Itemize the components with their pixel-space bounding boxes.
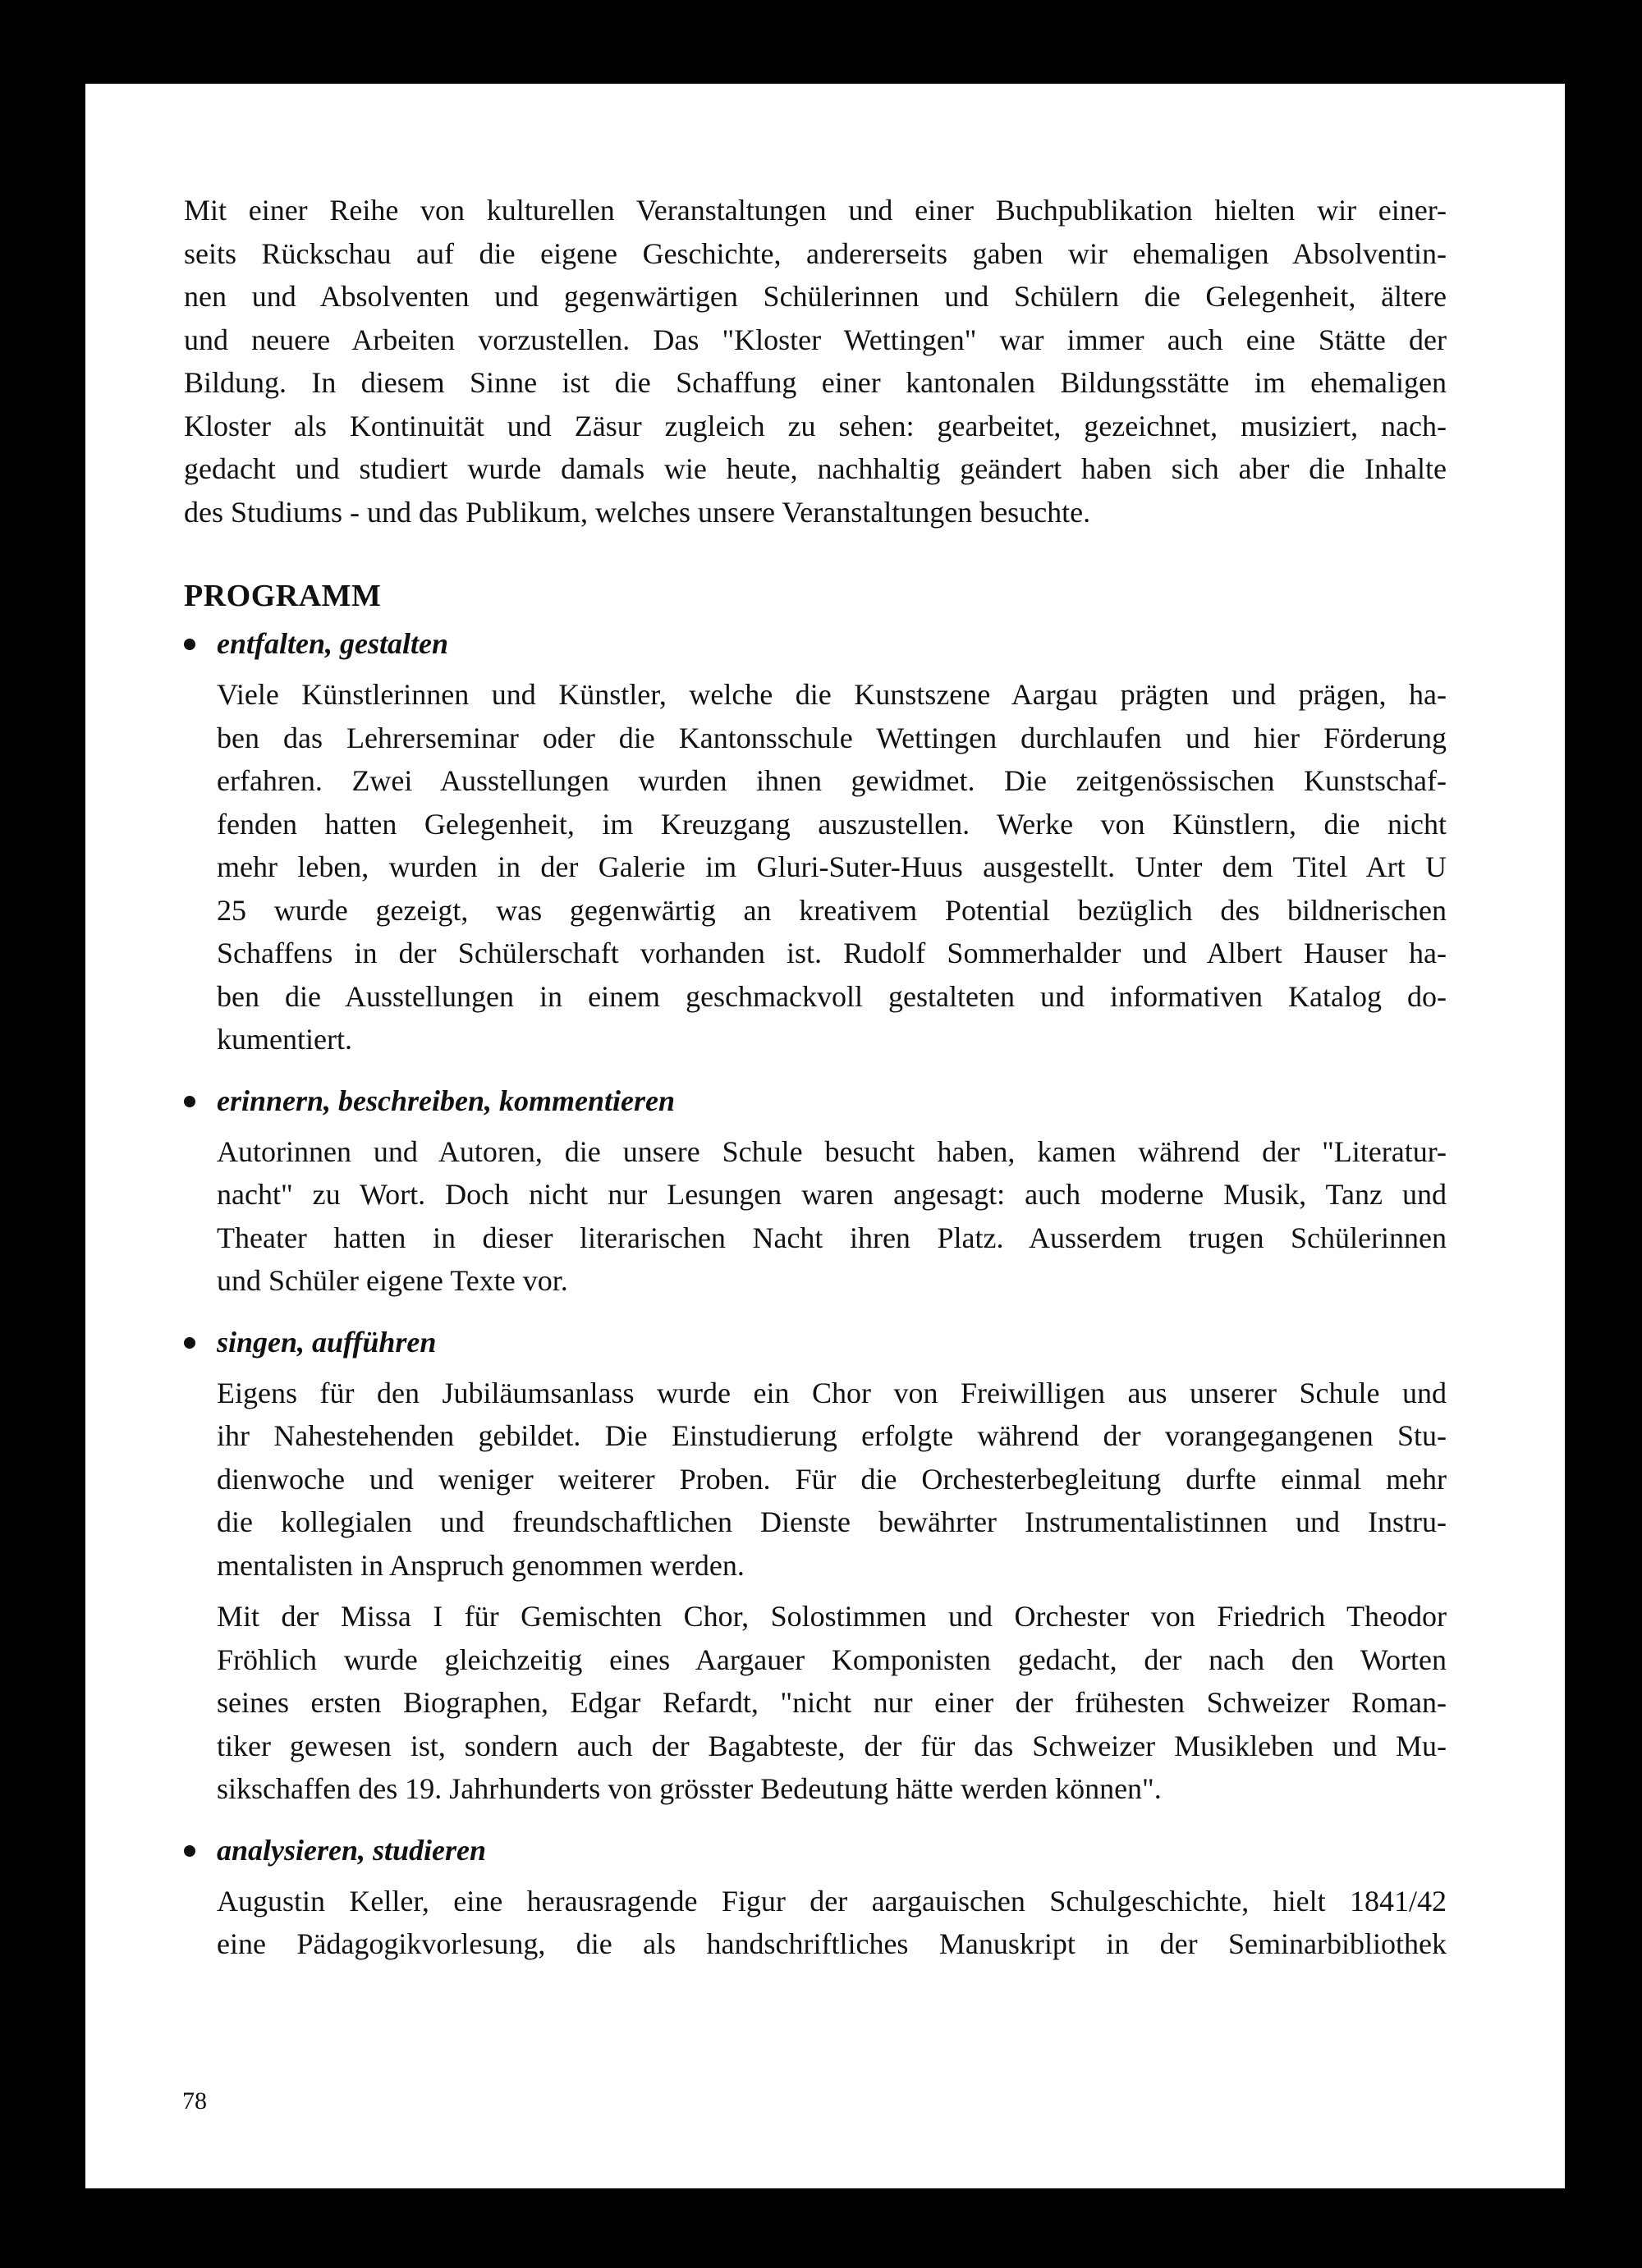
- text-line: und neuere Arbeiten vorzustellen. Das "Kloster Wettingen" war immer auch eine Stätte der: [184, 323, 1447, 356]
- text-line: Theater hatten in dieser literarischen Nacht ihren Platz. Ausserdem trugen Schülerinnen: [217, 1221, 1447, 1254]
- text-line: gedacht und studiert wurde damals wie heute, nachhaltig geändert haben sich aber die Inhalte: [184, 452, 1447, 485]
- body-paragraph: [217, 1880, 1447, 1966]
- text-line: nacht" zu Wort. Doch nicht nur Lesungen waren angesagt: auch moderne Musik, Tanz und: [217, 1178, 1447, 1211]
- text-line: kumentiert.: [217, 1023, 352, 1056]
- text-line: fenden hatten Gelegenheit, im Kreuzgang auszustellen. Werke von Künstlern, die nicht: [217, 807, 1447, 841]
- text-line: Fröhlich wurde gleichzeitig eines Aargauer Komponisten gedacht, der nach den Worten: [217, 1643, 1447, 1676]
- text-line: seines ersten Biographen, Edgar Refardt, "nicht nur einer der frühesten Schweizer Roman-: [217, 1686, 1447, 1719]
- text-line: nen und Absolventen und gegenwärtigen Schülerinnen und Schülern die Gelegenheit, ältere: [184, 280, 1447, 313]
- text-line: Mit der Missa I für Gemischten Chor, Solostimmen und Orchester von Friedrich Theodor: [217, 1600, 1447, 1633]
- intro-paragraph: [184, 189, 1447, 534]
- body-paragraph: [217, 1130, 1447, 1303]
- bullet-title-text: erinnern, beschreiben, kommentieren: [217, 1084, 676, 1117]
- bullet-title-analysieren: [184, 1829, 1447, 1872]
- text-line: Augustin Keller, eine herausragende Figur der aargauischen Schulgeschichte, hielt 1841/42: [217, 1884, 1447, 1917]
- bullet-title-text: singen, aufführen: [217, 1325, 437, 1359]
- text-line: dienwoche und weniger weiterer Proben. Für die Orchesterbegleitung durfte einmal mehr: [217, 1462, 1447, 1496]
- text-line: und Schüler eigene Texte vor.: [217, 1264, 568, 1297]
- text-line: 25 wurde gezeigt, was gegenwärtig an kreativem Potential bezüglich des bildnerischen: [217, 893, 1447, 927]
- section-heading: PROGRAMM: [184, 579, 382, 613]
- page-content: [184, 189, 1447, 1966]
- bullet-icon: [184, 1096, 195, 1107]
- text-line: ben das Lehrerseminar oder die Kantonsschule Wettingen durchlaufen und hier Förderung: [217, 721, 1447, 754]
- text-line: Autorinnen und Autoren, die unsere Schule besucht haben, kamen während der "Literatur-: [217, 1134, 1447, 1168]
- bullet-icon: [184, 639, 195, 650]
- text-line: die kollegialen und freundschaftlichen Dienste bewährter Instrumentalistinnen und Instru-: [217, 1505, 1447, 1538]
- bullet-title-singen: [184, 1321, 1447, 1363]
- text-line: mentalisten in Anspruch genommen werden.: [217, 1548, 745, 1582]
- text-line: Schaffens in der Schülerschaft vorhanden ist. Rudolf Sommerhalder und Albert Hauser ha-: [217, 937, 1447, 969]
- text-line: Mit einer Reihe von kulturellen Veranstaltungen und einer Buchpublikation hielten wir einer-: [184, 194, 1447, 227]
- body-paragraph: [217, 673, 1447, 1061]
- bullet-title-entfalten: [184, 622, 1447, 665]
- page-number: 78: [182, 2087, 207, 2115]
- text-line: ben die Ausstellungen in einem geschmackvoll gestalteten und informativen Katalog do-: [217, 979, 1447, 1013]
- text-line: Bildung. In diesem Sinne ist die Schaffung einer kantonalen Bildungsstätte im ehemaligen: [184, 366, 1447, 399]
- bullet-title-text: entfalten, gestalten: [217, 627, 448, 660]
- bullet-title-text: analysieren, studieren: [217, 1833, 487, 1867]
- bullet-title-erinnern: [184, 1079, 1447, 1122]
- text-line: Eigens für den Jubiläumsanlass wurde ein Chor von Freiwilligen aus unserer Schule und: [217, 1376, 1447, 1409]
- text-line: sikschaffen des 19. Jahrhunderts von grösster Bedeutung hätte werden können".: [217, 1772, 1162, 1805]
- text-line: erfahren. Zwei Ausstellungen wurden ihnen gewidmet. Die zeitgenössischen Kunstschaf-: [217, 764, 1447, 797]
- text-line: des Studiums - und das Publikum, welches unsere Veranstaltungen besuchte.: [184, 495, 1091, 529]
- text-line: seits Rückschau auf die eigene Geschichte, andererseits gaben wir ehemaligen Absolventin-: [184, 236, 1447, 270]
- text-line: eine Pädagogikvorlesung, die als handschriftliches Manuskript in der Seminarbibliothek: [217, 1927, 1447, 1960]
- text-line: mehr leben, wurden in der Galerie im Gluri-Suter-Huus ausgestellt. Unter dem Titel Art U: [217, 850, 1447, 883]
- text-line: tiker gewesen ist, sondern auch der Bagabteste, der für das Schweizer Musikleben und Mu-: [217, 1729, 1447, 1762]
- bullet-icon: [184, 1845, 195, 1857]
- document-page: [85, 84, 1565, 2188]
- body-paragraph: [217, 1595, 1447, 1811]
- text-line: Viele Künstlerinnen und Künstler, welche die Kunstszene Aargau prägten und prägen, ha-: [217, 678, 1447, 711]
- bullet-icon: [184, 1337, 195, 1349]
- text-line: Kloster als Kontinuität und Zäsur zugleich zu sehen: gearbeitet, gezeichnet, musiziert, nach-: [184, 409, 1447, 442]
- text-line: ihr Nahestehenden gebildet. Die Einstudierung erfolgte während der vorangegangenen Stu-: [217, 1419, 1447, 1452]
- body-paragraph: [217, 1372, 1447, 1588]
